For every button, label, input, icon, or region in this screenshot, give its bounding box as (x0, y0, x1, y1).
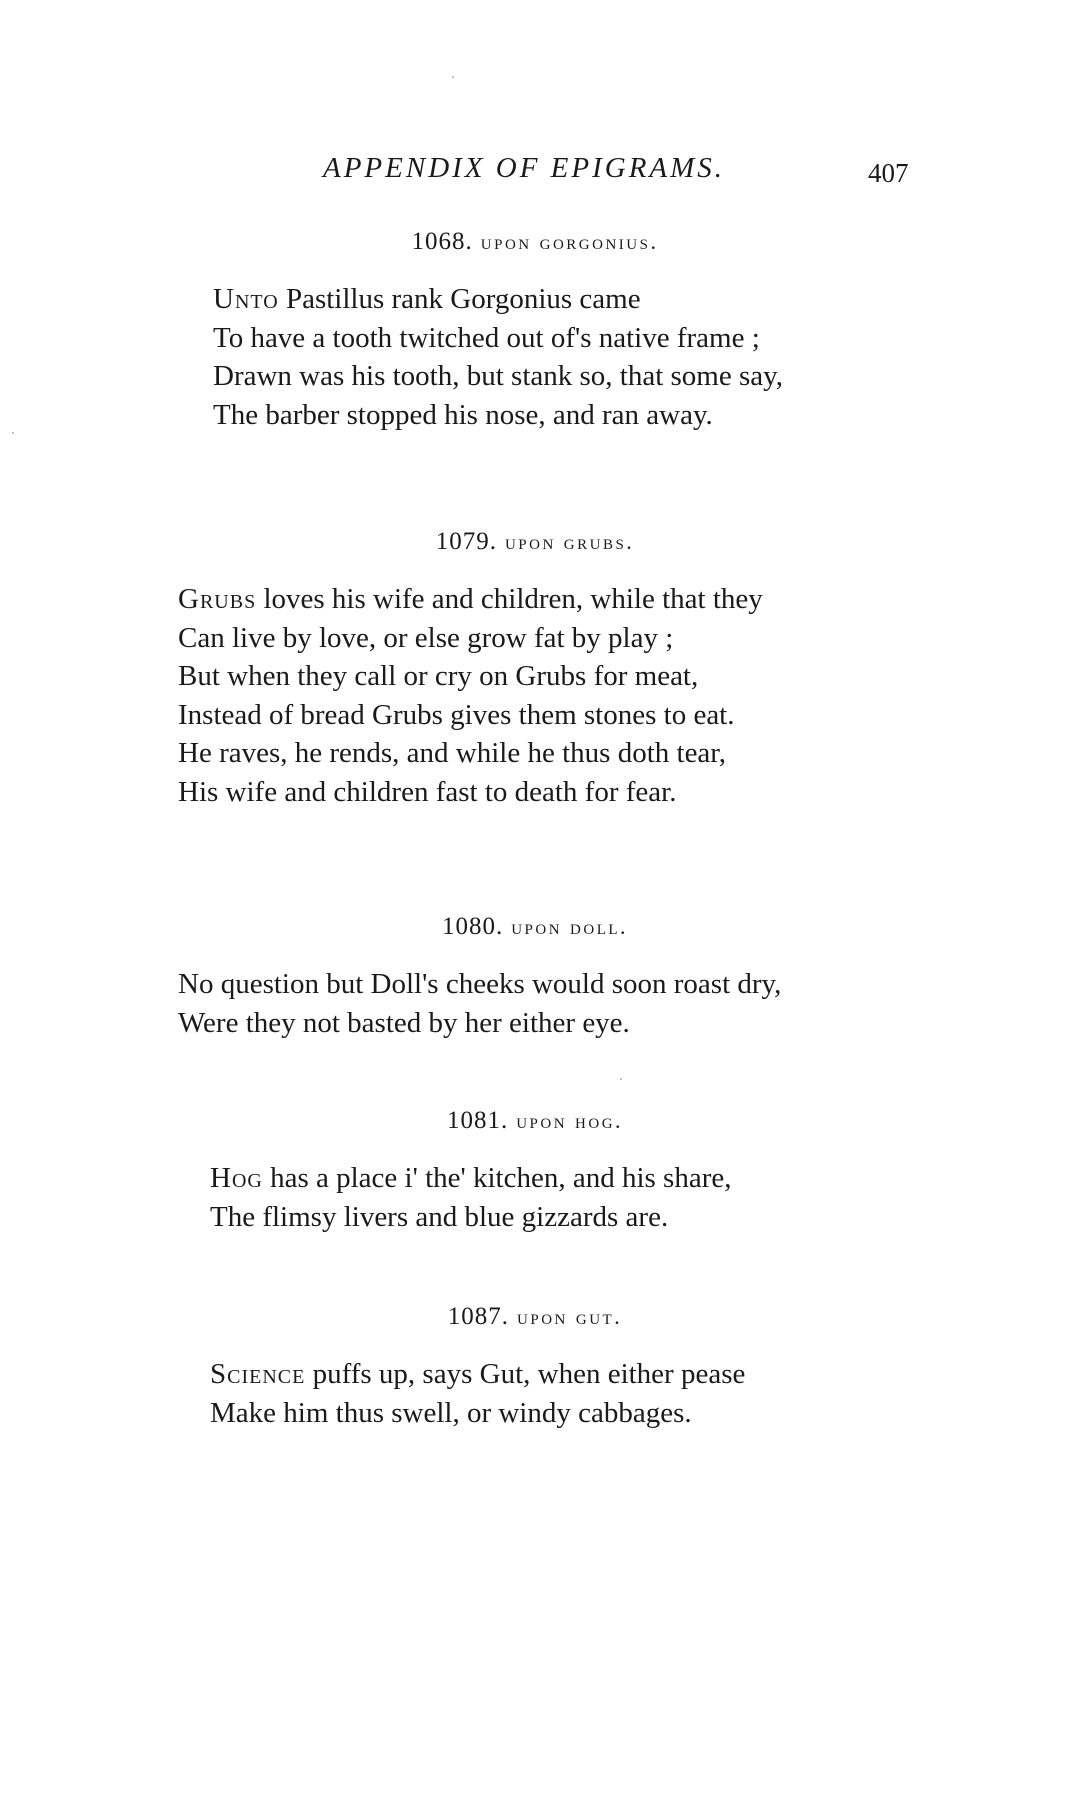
verse-line: Science puffs up, says Gut, when either pease (210, 1358, 746, 1390)
epigram-number: 1080. (441, 913, 504, 940)
verse-line: Instead of bread Grubs gives them stones to eat. (178, 698, 735, 731)
epigram-title: upon doll. (511, 914, 629, 939)
verse-line: He raves, he rends, and while he thus doth tear, (178, 737, 727, 770)
verse-line: Unto Pastillus rank Gorgonius came (213, 283, 641, 315)
paper-speck (620, 1078, 622, 1080)
verse-line: Make him thus swell, or windy cabbages. (210, 1396, 692, 1429)
verse-line: Grubs loves his wife and children, while that they (178, 583, 763, 615)
paper-speck (452, 76, 454, 78)
epigram-heading (0, 1303, 1070, 1331)
epigram-lines (210, 1159, 732, 1236)
page-number: 407 (868, 158, 909, 188)
verse-line: His wife and children fast to death for fear. (178, 775, 677, 808)
epigram-heading (0, 1107, 1070, 1135)
epigram-number: 1087. (447, 1303, 510, 1330)
verse-line: To have a tooth twitched out of's native frame ; (213, 321, 760, 354)
epigram-lines (178, 580, 763, 812)
verse-line: But when they call or cry on Grubs for meat, (178, 660, 699, 693)
epigram-title: upon gorgonius. (480, 229, 659, 254)
epigram-number: 1068. (411, 228, 473, 255)
running-head (0, 152, 1070, 192)
epigram-title: upon gut. (517, 1304, 623, 1329)
epigram-number: 1079. (435, 528, 497, 555)
epigram-lines (213, 280, 783, 434)
verse-line: Hog has a place i' the' kitchen, and his share, (210, 1162, 732, 1194)
verse-line: Can live by love, or else grow fat by play ; (178, 621, 674, 654)
running-title: APPENDIX OF EPIGRAMS. (323, 152, 726, 184)
verse-line: No question but Doll's cheeks would soon roast dry, (178, 968, 782, 1000)
epigram-number: 1081. (446, 1107, 509, 1134)
verse-line: The flimsy livers and blue gizzards are. (210, 1200, 669, 1233)
epigram-heading (0, 228, 1070, 256)
epigram-lines (210, 1355, 745, 1432)
verse-line: Drawn was his tooth, but stank so, that some say, (213, 360, 784, 393)
epigram-title: upon grubs. (504, 529, 635, 554)
epigram-lines (178, 965, 781, 1042)
epigram-heading (0, 528, 1070, 556)
epigram-heading (0, 913, 1070, 941)
epigram-title: upon hog. (516, 1108, 624, 1133)
verse-line: The barber stopped his nose, and ran away. (213, 398, 713, 431)
verse-line: Were they not basted by her either eye. (178, 1006, 630, 1039)
paper-speck (12, 432, 14, 434)
